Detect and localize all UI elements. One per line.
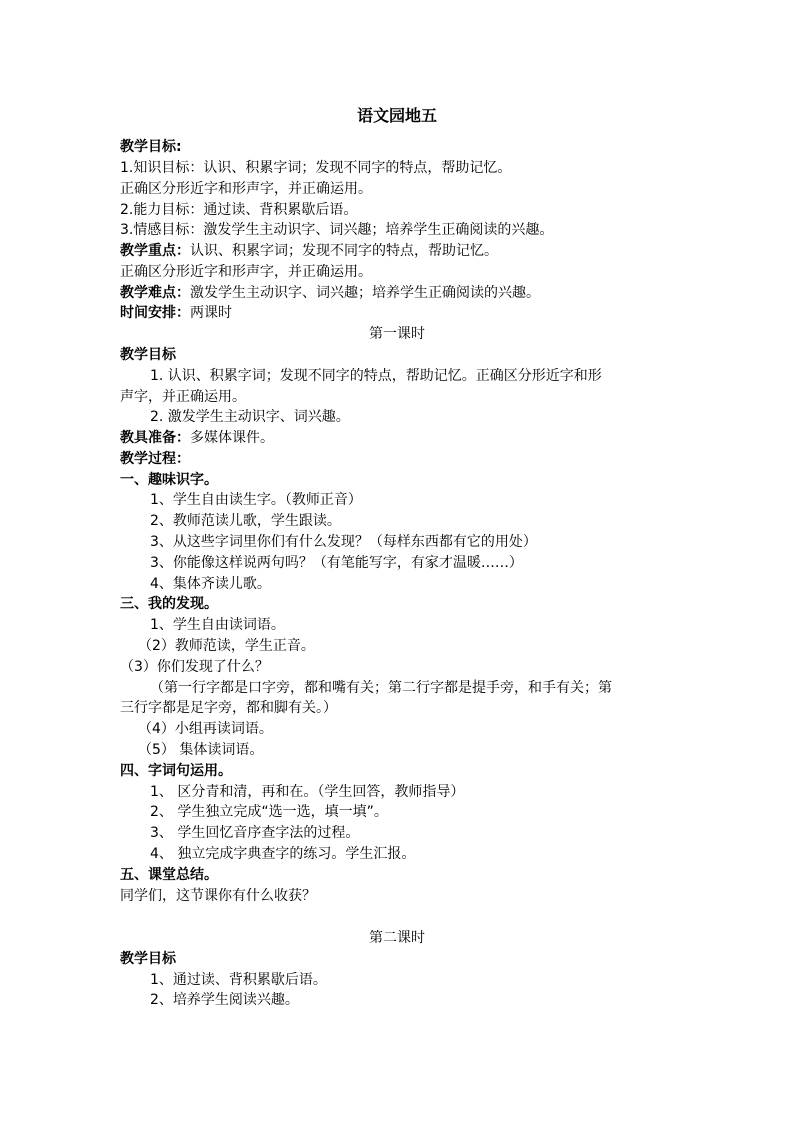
lesson-1-heading: 第一课时 (369, 326, 425, 342)
list-item: 1、学生自由读生字。（教师正音） (150, 492, 362, 508)
goals-heading: 教学目标: (120, 139, 182, 155)
time-line (120, 303, 232, 324)
difficulty-line (120, 283, 540, 304)
section-3-note-continued: 三行字都是足字旁，都和脚有关。） (120, 700, 337, 716)
section-5-text: 同学们，这节课你有什么收获？ (120, 888, 316, 904)
tools-text: 多媒体课件。 (190, 430, 274, 446)
time-text: 两课时 (190, 305, 232, 321)
process-heading: 教学过程： (120, 451, 190, 467)
list-item: 3、你能像这样说两句吗？（有笔能写字，有家才温暖……） (150, 555, 523, 571)
lesson-1-goal-1-continued: 声字，并正确运用。 (120, 389, 246, 405)
goal-1-continued: 正确区分形近字和形声字，并正确运用。 (120, 181, 372, 197)
focus-text-continued: 正确区分形近字和形声字，并正确运用。 (120, 264, 372, 280)
list-item: 3、从这些字词里你们有什么发现？（每样东西都有它的用处） (150, 534, 537, 550)
list-item: 3、 学生回忆音序查字法的过程。 (150, 825, 360, 841)
difficulty-label: 教学难点： (120, 285, 190, 301)
list-item: 2、教师范读儿歌，学生跟读。 (150, 513, 341, 529)
list-item: 4、集体齐读儿歌。 (150, 576, 271, 592)
list-item: （2）教师范读，学生正音。 (138, 638, 315, 654)
lesson-1-goal-1: 1. 认识、积累字词；发现不同字的特点，帮助记忆。正确区分形近字和形 (150, 368, 602, 384)
section-1-heading: 一、趣味识字。 (120, 472, 218, 488)
list-item: 1、学生自由读词语。 (150, 617, 285, 633)
goal-2: 2.能力目标：通过读、背积累歇后语。 (120, 202, 358, 218)
list-item: 2、培养学生阅读兴趣。 (150, 992, 299, 1008)
tools-line (120, 428, 274, 449)
list-item: （5） 集体读词语。 (138, 742, 264, 758)
focus-label: 教学重点： (120, 243, 190, 259)
difficulty-text: 激发学生主动识字、词兴趣；培养学生正确阅读的兴趣。 (190, 285, 540, 301)
list-item: （3）你们发现了什么？ (120, 659, 269, 675)
lesson-2-goals-heading: 教学目标 (120, 951, 176, 967)
list-item: 1、通过读、背积累歇后语。 (150, 972, 327, 988)
focus-line (120, 241, 498, 262)
list-item: 4、 独立完成字典查字的练习。学生汇报。 (150, 846, 416, 862)
time-label: 时间安排： (120, 305, 190, 321)
goal-1: 1.知识目标：认识、积累字词；发现不同字的特点，帮助记忆。 (120, 160, 512, 176)
section-3-note: （第一行字都是口字旁，都和嘴有关；第二行字都是提手旁，和手有关；第 (150, 680, 612, 696)
focus-text: 认识、积累字词；发现不同字的特点，帮助记忆。 (190, 243, 498, 259)
lesson-1-goal-2: 2. 激发学生主动识字、词兴趣。 (150, 409, 350, 425)
list-item: （4）小组再读词语。 (138, 721, 273, 737)
lesson-1-goals-heading: 教学目标 (120, 347, 176, 363)
tools-label: 教具准备： (120, 430, 190, 446)
section-3-heading: 三、我的发现。 (120, 596, 218, 612)
section-5-heading: 五、课堂总结。 (120, 867, 218, 883)
document-title: 语文园地五 (356, 106, 437, 125)
list-item: 1、 区分青和清，再和在。（学生回答，教师指导） (150, 784, 465, 800)
goal-3: 3.情感目标：激发学生主动识字、词兴趣；培养学生正确阅读的兴趣。 (120, 222, 554, 238)
lesson-2-heading: 第二课时 (369, 930, 425, 946)
list-item: 2、 学生独立完成“选一选，填一填”。 (150, 804, 388, 820)
section-4-heading: 四、字词句运用。 (120, 763, 232, 779)
